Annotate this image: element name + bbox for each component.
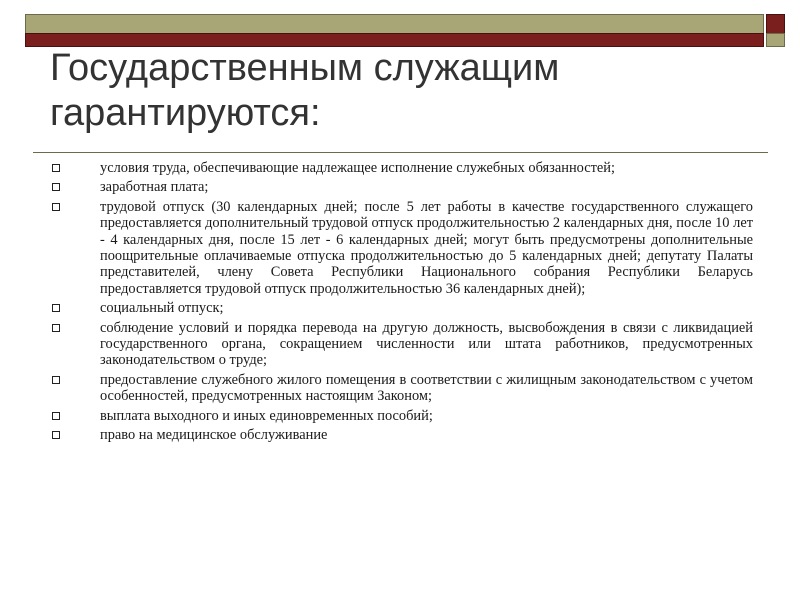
header-band-maroon: [25, 33, 764, 47]
guarantees-list: [50, 160, 753, 447]
list-item: [50, 160, 753, 176]
list-item: [50, 427, 753, 443]
header-band-olive: [25, 14, 764, 34]
square-bullet-icon: [52, 183, 60, 191]
list-item-text: социальный отпуск;: [100, 300, 224, 317]
list-item-text: трудовой отпуск (30 календарных дней; после 5 лет работы в качестве государственного служащего предоставляется дополнительный трудовой отпуск продолжительностью 2 календарных дня, после 10 лет - 4 календарных дня, после 15 лет - 6 календарных дней; могут быть предусмотрены дополнительные поощрительные оплачиваемые отпуска продолжительностью до 5 календарных дней; депутату Палаты представителей, члену Совета Республики Национального собрания Республики Беларусь предоставляется трудовой отпуск продолжительностью 36 календарных дней);: [100, 198, 753, 297]
square-bullet-icon: [52, 164, 60, 172]
list-item: [50, 179, 753, 195]
list-item: [50, 372, 753, 405]
list-item: [50, 300, 753, 316]
square-bullet-icon: [52, 431, 60, 439]
corner-square-olive: [766, 33, 785, 47]
list-item-text: соблюдение условий и порядка перевода на другую должность, высвобождения в связи с ликвидацией государственного органа, сокращением численности или штата работников, предусмотренных законодательством о труде;: [100, 319, 753, 369]
list-item: [50, 408, 753, 424]
list-item-text: условия труда, обеспечивающие надлежащее исполнение служебных обязанностей;: [100, 160, 615, 176]
slide-title: [50, 46, 750, 136]
list-item-text: право на медицинское обслуживание: [100, 427, 328, 444]
title-divider: [33, 152, 768, 153]
square-bullet-icon: [52, 412, 60, 420]
square-bullet-icon: [52, 324, 60, 332]
square-bullet-icon: [52, 203, 60, 211]
list-item: [50, 199, 753, 297]
slide-title-line-1: Государственным служащим: [50, 47, 560, 89]
list-item-text: выплата выходного и иных единовременных пособий;: [100, 407, 433, 424]
square-bullet-icon: [52, 376, 60, 384]
list-item-text: предоставление служебного жилого помещения в соответствии с жилищным законодательством с учетом особенностей, предусмотренных настоящим Законом;: [100, 371, 753, 405]
list-item: [50, 320, 753, 369]
corner-square-maroon: [766, 14, 785, 34]
square-bullet-icon: [52, 304, 60, 312]
list-item-text: заработная плата;: [100, 179, 209, 196]
slide-title-line-2: гарантируются:: [50, 92, 321, 134]
